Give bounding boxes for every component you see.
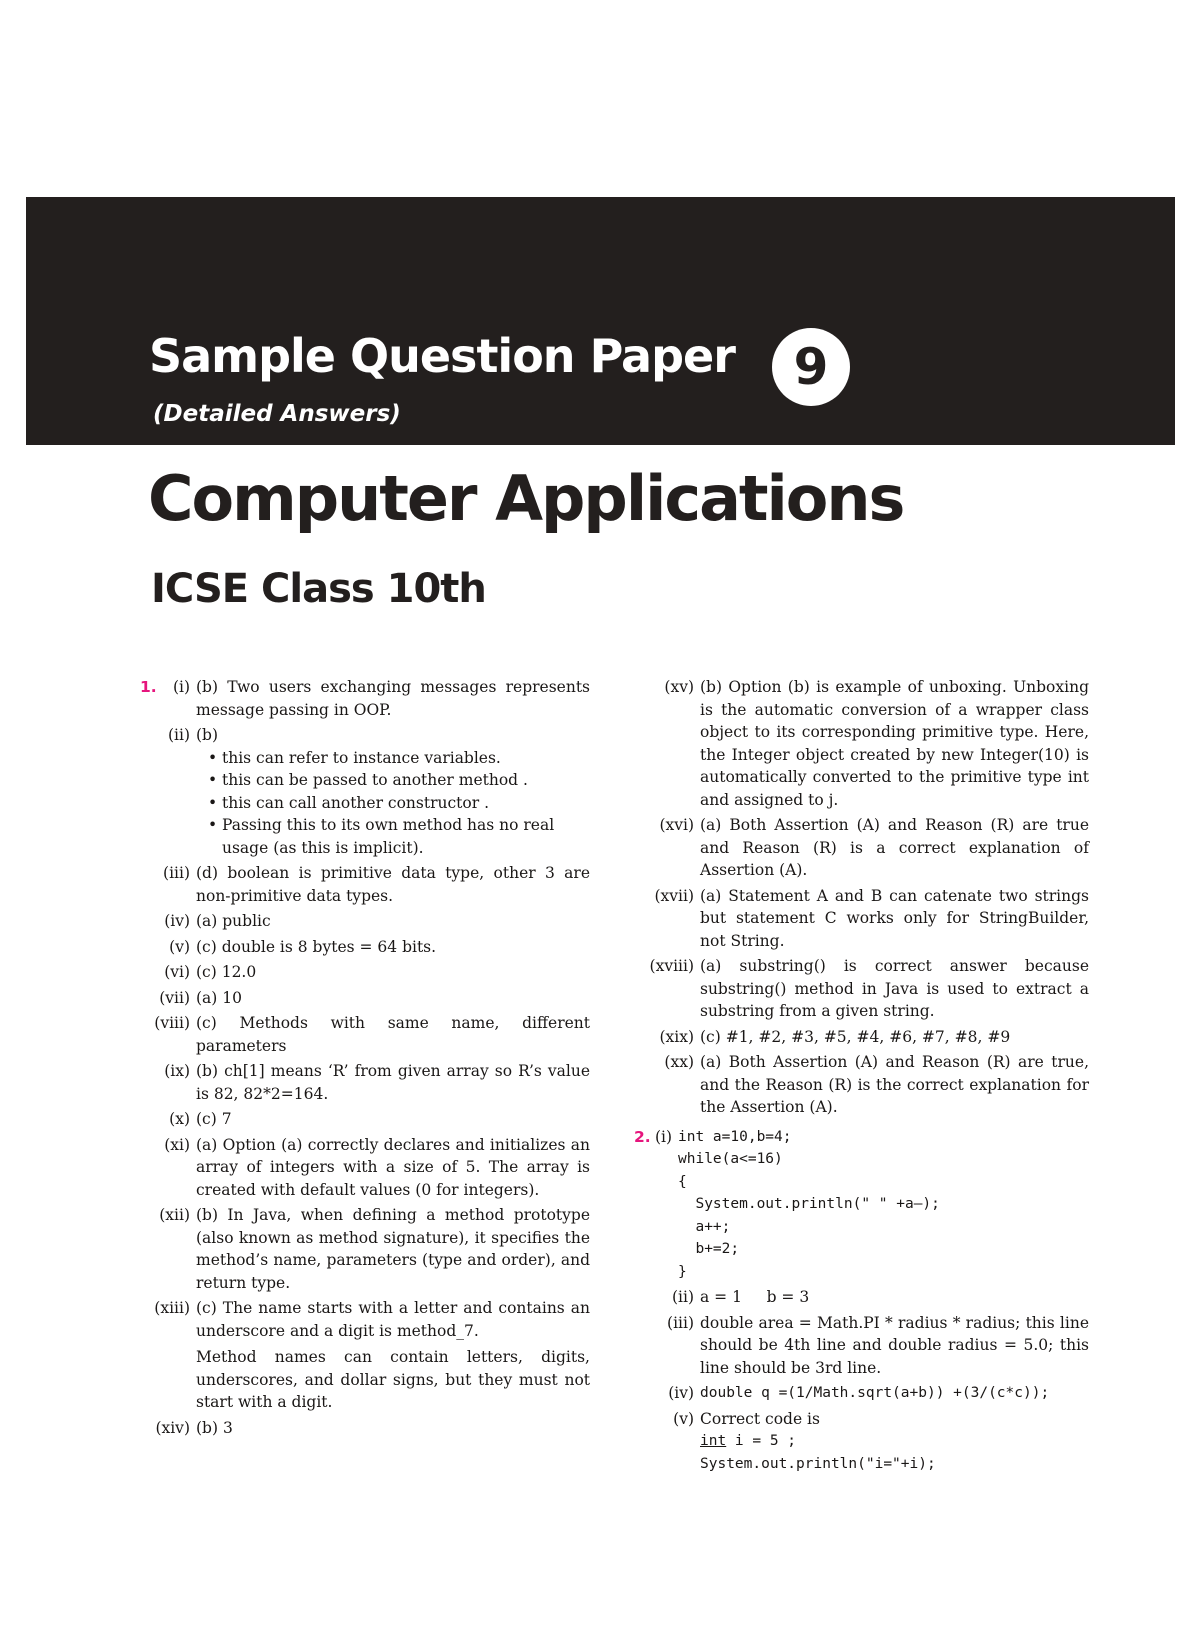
answer-item: [140, 724, 590, 859]
code-block: while(a<=16) { System.out.println(" " +a—); a++; b+=2; }: [678, 1151, 940, 1280]
item-numeral: (xiv): [155, 1418, 190, 1437]
subject-title: Computer Applications: [148, 462, 904, 535]
answer-item: [140, 1134, 590, 1202]
item-numeral: (i): [654, 1127, 672, 1146]
code-text: i = 5 ;: [726, 1433, 797, 1449]
item-numeral: (xi): [164, 1135, 190, 1154]
answer-item: [140, 862, 590, 907]
item-numeral: (xiii): [154, 1299, 190, 1317]
item-text: (c) 12.0: [196, 963, 257, 981]
answer-item: [634, 1026, 1089, 1049]
item-numeral: (xv): [664, 678, 694, 696]
item-numeral: (xii): [159, 1206, 190, 1224]
answer-item: [634, 955, 1089, 1023]
item-numeral: (xvii): [654, 886, 694, 905]
code-line: [700, 1430, 1089, 1453]
item-numeral: (iii): [667, 1313, 694, 1332]
paper-title: Sample Question Paper: [149, 329, 735, 383]
item-text: (a) public: [196, 912, 271, 930]
left-column: [140, 676, 590, 1442]
item-text: (a) substring() is correct answer because substring() method in Java is used to extract a substring from a given string.: [700, 957, 1089, 1020]
answer-item: [140, 1012, 590, 1057]
answer-item: [634, 676, 1089, 811]
paper-number-badge: 9: [772, 328, 850, 406]
answer-item: [140, 961, 590, 984]
item-numeral: (v): [673, 1409, 694, 1428]
bullet-item: • this can call another constructor .: [196, 792, 590, 815]
answer-item: [140, 936, 590, 959]
item-text: (c) #1, #2, #3, #5, #4, #6, #7, #8, #9: [700, 1027, 1011, 1046]
item-text: a = 1 b = 3: [700, 1288, 810, 1306]
item-text: double area = Math.PI * radius * radius; this line should be 4th line and double radius = 5.0; this line should be 3rd line.: [700, 1313, 1089, 1377]
item-text: (c) double is 8 bytes = 64 bits.: [196, 937, 437, 956]
item-numeral: (iv): [164, 912, 190, 930]
item-text: (d) boolean is primitive data type, other 3 are non-primitive data types.: [196, 864, 590, 905]
answer-item: [140, 910, 590, 933]
item-numeral: (vii): [159, 988, 190, 1007]
bullet-list: [196, 747, 590, 860]
bullet-item: • this can refer to instance variables.: [196, 747, 590, 770]
question-number: 2.: [634, 1127, 651, 1146]
item-text: (c) 7: [196, 1110, 232, 1128]
answer-item: [634, 1126, 1089, 1149]
item-text: (b) ch[1] means ‘R’ from given array so R’s value is 82, 82*2=164.: [196, 1062, 590, 1103]
item-text: (c) Methods with same name, different parameters: [196, 1014, 590, 1055]
item-numeral: (v): [169, 937, 190, 956]
item-text: (a) Statement A and B can catenate two strings but statement C works only for StringBuilder, not String.: [700, 886, 1089, 950]
question-2: [634, 1126, 1089, 1476]
answer-item: [140, 1204, 590, 1294]
item-numeral: (iv): [668, 1384, 694, 1402]
answer-item: [140, 1108, 590, 1131]
answer-item: [140, 987, 590, 1010]
paper-subtitle: (Detailed Answers): [153, 401, 401, 427]
item-text: (a) 10: [196, 988, 242, 1007]
answer-item: [634, 1051, 1089, 1119]
item-text: (b) 3: [196, 1418, 233, 1437]
item-text: (b) In Java, when defining a method prototype (also known as method signature), it specifies the method’s name, parameters (type and order), and return type.: [196, 1206, 590, 1292]
item-numeral: (iii): [163, 864, 190, 882]
answer-item: [140, 1297, 590, 1414]
item-text: (c) The name starts with a letter and contains an underscore and a digit is method_7.: [196, 1299, 590, 1340]
item-numeral: (xvi): [659, 816, 694, 834]
item-numeral: (xix): [659, 1027, 694, 1046]
item-text: (a) Both Assertion (A) and Reason (R) are true, and the Reason (R) is the correct explanation for the Assertion (A).: [700, 1053, 1089, 1116]
answer-item: [634, 1286, 1089, 1309]
item-numeral: (ii): [167, 726, 190, 744]
item-numeral: (vi): [164, 963, 190, 981]
answer-item: [634, 1408, 1089, 1476]
answer-item: [140, 1060, 590, 1105]
right-column: [634, 676, 1089, 1478]
code-line: double q =(1/Math.sqrt(a+b)) +(3/(c*c));: [700, 1385, 1050, 1401]
code-keyword: int: [700, 1433, 727, 1449]
item-numeral: (i): [172, 678, 190, 696]
item-numeral: (x): [169, 1110, 190, 1128]
question-number: 1.: [140, 678, 157, 696]
bullet-item: • this can be passed to another method .: [196, 769, 590, 792]
answer-item: [634, 885, 1089, 953]
item-text: (b): [196, 726, 219, 744]
item-text: (a) Both Assertion (A) and Reason (R) are true and Reason (R) is a correct explanation of Assertion (A).: [700, 816, 1089, 879]
item-paragraph: Method names can contain letters, digits, underscores, and dollar signs, but they must not start with a digit.: [196, 1348, 590, 1411]
item-numeral: (xx): [664, 1053, 694, 1071]
code-block: int a=10,b=4;: [678, 1128, 792, 1145]
item-text: Correct code is: [700, 1409, 820, 1428]
item-text: (b) Two users exchanging messages represents message passing in OOP.: [196, 678, 590, 719]
item-text: (a) Option (a) correctly declares and initializes an array of integers with a size of 5. The array is created with default values (0 for integers).: [196, 1135, 590, 1199]
item-numeral: (ix): [164, 1062, 190, 1080]
answer-item: [634, 814, 1089, 882]
class-name: ICSE Class 10th: [151, 566, 486, 612]
item-numeral: (ii): [671, 1288, 694, 1306]
answer-item: [140, 676, 590, 721]
answer-item: [634, 1312, 1089, 1380]
item-numeral: (viii): [154, 1014, 190, 1032]
bullet-item: • Passing this to its own method has no real usage (as this is implicit).: [196, 814, 590, 859]
answer-item: [634, 1382, 1089, 1405]
header-banner: [26, 197, 1175, 445]
item-numeral: (xviii): [649, 957, 694, 975]
code-line: System.out.println("i="+i);: [700, 1455, 936, 1472]
answer-item: [140, 1417, 590, 1440]
item-text: (b) Option (b) is example of unboxing. Unboxing is the automatic conversion of a wrapper class object to its corresponding primitive type. Here, the Integer object created by new Integer(10) is automatically converted to the primitive type int and assigned to j.: [700, 678, 1089, 809]
